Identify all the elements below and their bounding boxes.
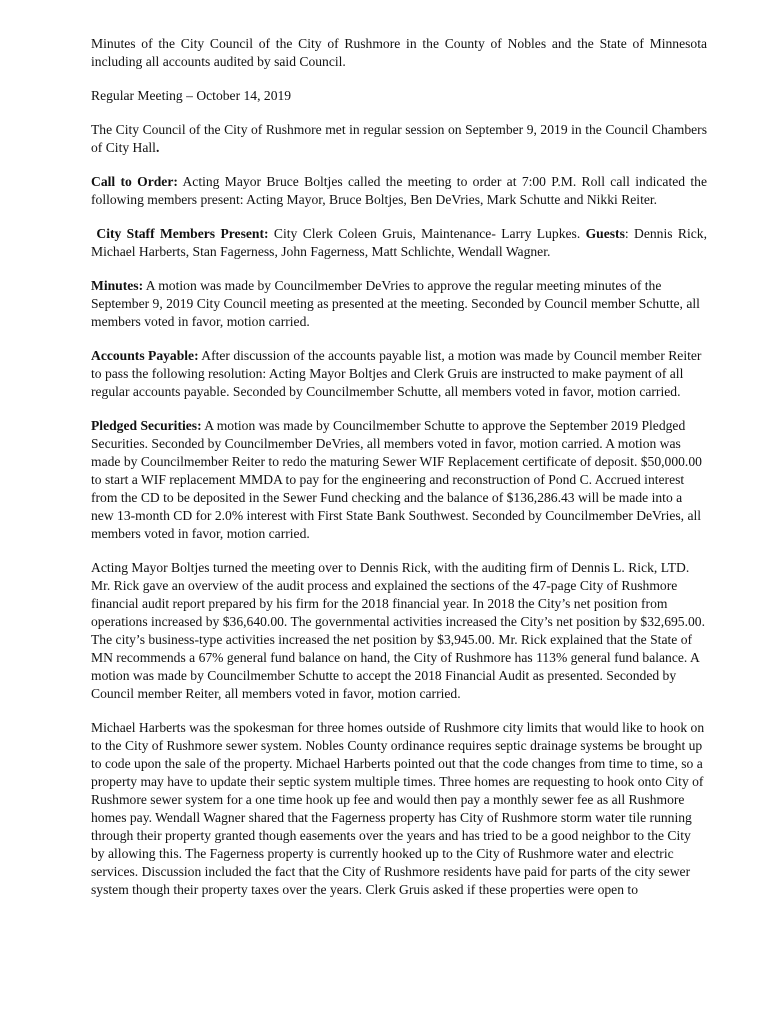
sewer-paragraph: Michael Harberts was the spokesman for three homes outside of Rushmore city limits that would like to hook on to the City of Rushmore sewer system. Nobles County ordinance requires septic drainage systems be brought up to code upon the sale of the property. Michael Harberts pointed out that the code changes from time to time, so a property may have to update their septic system multiple times. Three homes are requesting to hook onto City of Rushmore sewer system for a one time hook up fee and would then pay a monthly sewer fee as all Rushmore homes pay. Wendall Wagner shared that the Fagerness property has City of Rushmore storm water tile running through their property granted though easements over the years and has tried to be a good neighbor to the City by allowing this. The Fagerness property is currently hooked up to the City of Rushmore water and electric services. Discussion included the fact that the City of Rushmore residents have paid for parts of the city sewer system though their property taxes over the years. Clerk Gruis asked if these properties were open to <box>91 720 705 897</box>
pledged-securities-paragraph <box>91 417 707 543</box>
staff-heading: City Staff Members Present: <box>96 226 269 241</box>
accounts-payable-text: After discussion of the accounts payable list, a motion was made by Council member Reiter to pass the following resolution: Acting Mayor Boltjes and Clerk Gruis are instructed to make payment of all regular accounts payable. Seconded by Councilmember Schutte, all members voted in favor, motion carried. <box>91 348 702 399</box>
meeting-date-line: Regular Meeting – October 14, 2019 <box>91 88 292 103</box>
guests-text: : Dennis Rick, Michael Harberts, Stan Fagerness, John Fagerness, Matt Schlichte, Wendall Wagner. <box>91 226 707 259</box>
intro-paragraph: Minutes of the City Council of the City of Rushmore in the County of Nobles and the State of Minnesota including all accounts audited by said Council. <box>91 36 707 69</box>
pledged-securities-text: A motion was made by Councilmember Schutte to approve the September 2019 Pledged Securities. Seconded by Councilmember DeVries, all members voted in favor, motion carried. A motion was made by Councilmember Reiter to redo the maturing Sewer WIF Replacement certificate of deposit. $50,000.00 to start a WIF replacement MMDA to pay for the engineering and reconstruction of Pond C. Accrued interest from the CD to be deposited in the Sewer Fund checking and the balance of $136,286.43 will be made into a new 13-month CD for 2.0% interest with First State Bank Southwest. Seconded by Councilmember DeVries, all members voted in favor, motion carried. <box>91 418 702 541</box>
call-to-order-heading: Call to Order: <box>91 174 178 189</box>
staff-text: City Clerk Coleen Gruis, Maintenance- Larry Lupkes. <box>268 226 586 241</box>
pledged-securities-heading: Pledged Securities: <box>91 418 202 433</box>
opening-period: . <box>155 140 160 155</box>
accounts-payable-paragraph <box>91 347 707 401</box>
minutes-text: A motion was made by Councilmember DeVries to approve the regular meeting minutes of the September 9, 2019 City Council meeting as presented at the meeting. Seconded by Council member Schutte, all members voted in favor, motion carried. <box>91 278 700 329</box>
guests-label: Guests <box>585 226 625 241</box>
call-to-order-text: Acting Mayor Bruce Boltjes called the meeting to order at 7:00 P.M. Roll call indicated the following members present: Acting Mayor, Bruce Boltjes, Ben DeVries, Mark Schutte and Nikki Reiter. <box>91 174 707 207</box>
minutes-paragraph <box>91 277 707 331</box>
staff-paragraph <box>91 225 707 261</box>
opening-text: The City Council of the City of Rushmore met in regular session on September 9, 2019 in the Council Chambers of City Hall <box>91 122 707 155</box>
opening-paragraph <box>91 121 707 157</box>
document-page <box>91 35 707 915</box>
accounts-payable-heading: Accounts Payable: <box>91 348 199 363</box>
call-to-order-paragraph <box>91 173 707 209</box>
minutes-heading: Minutes: <box>91 278 144 293</box>
audit-paragraph: Acting Mayor Boltjes turned the meeting over to Dennis Rick, with the auditing firm of Dennis L. Rick, LTD. Mr. Rick gave an overview of the audit process and explained the sections of the 47-page City of Rushmore financial audit report prepared by his firm for the 2018 financial year. In 2018 the City’s net position from operations increased by $36,640.00. The governmental activities increased the City’s net position by $32,695.00. The city’s business-type activities increased the net position by $3,945.00. Mr. Rick explained that the State of MN recommends a 67% general fund balance on hand, the City of Rushmore has 113% general fund balance. A motion was made by Councilmember Schutte to accept the 2018 Financial Audit as presented. Seconded by Council member Reiter, all members voted in favor, motion carried. <box>91 560 705 701</box>
